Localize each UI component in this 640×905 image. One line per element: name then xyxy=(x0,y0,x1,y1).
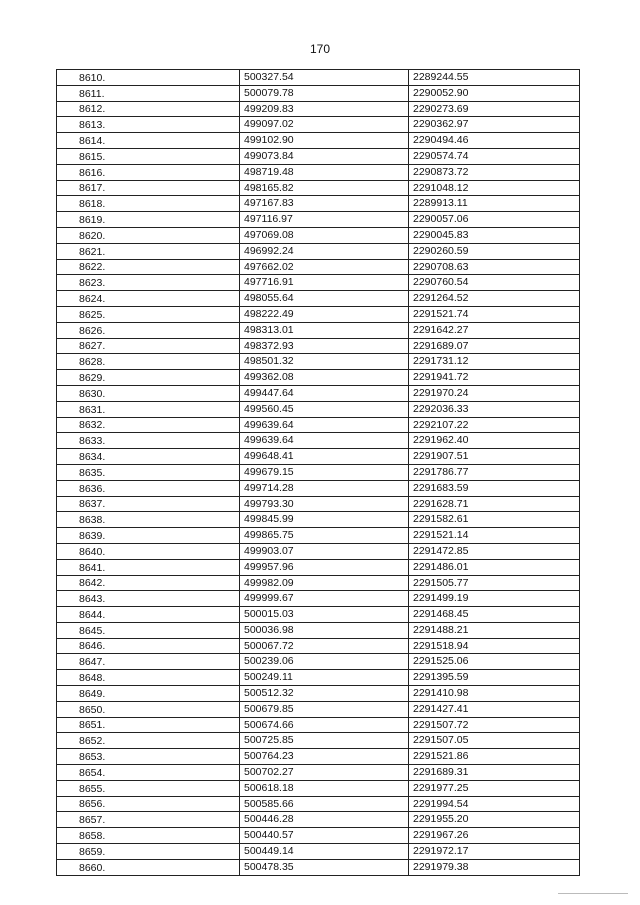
point-number-cell: 8618. xyxy=(57,196,240,212)
easting-cell: 500679.85 xyxy=(240,701,409,717)
point-number-cell: 8615. xyxy=(57,148,240,164)
point-number-cell: 8619. xyxy=(57,212,240,228)
point-number-cell: 8631. xyxy=(57,401,240,417)
easting-cell: 498719.48 xyxy=(240,164,409,180)
table-row xyxy=(57,385,580,401)
table-row xyxy=(57,480,580,496)
point-number-cell: 8657. xyxy=(57,812,240,828)
point-number-cell: 8613. xyxy=(57,117,240,133)
northing-cell: 2291521.86 xyxy=(409,749,580,765)
table-row xyxy=(57,180,580,196)
point-number-cell: 8649. xyxy=(57,686,240,702)
easting-cell: 499903.07 xyxy=(240,543,409,559)
northing-cell: 2291689.07 xyxy=(409,338,580,354)
easting-cell: 500725.85 xyxy=(240,733,409,749)
table-row xyxy=(57,101,580,117)
easting-cell: 499982.09 xyxy=(240,575,409,591)
northing-cell: 2290273.69 xyxy=(409,101,580,117)
point-number-cell: 8622. xyxy=(57,259,240,275)
table-row xyxy=(57,543,580,559)
table-row xyxy=(57,780,580,796)
northing-cell: 2291525.06 xyxy=(409,654,580,670)
easting-cell: 499102.90 xyxy=(240,133,409,149)
easting-cell: 498222.49 xyxy=(240,306,409,322)
northing-cell: 2291786.77 xyxy=(409,464,580,480)
northing-cell: 2292107.22 xyxy=(409,417,580,433)
table-row xyxy=(57,607,580,623)
point-number-cell: 8623. xyxy=(57,275,240,291)
point-number-cell: 8656. xyxy=(57,796,240,812)
table-row xyxy=(57,717,580,733)
easting-cell: 500449.14 xyxy=(240,844,409,860)
table-row xyxy=(57,622,580,638)
northing-cell: 2292036.33 xyxy=(409,401,580,417)
point-number-cell: 8627. xyxy=(57,338,240,354)
easting-cell: 500079.78 xyxy=(240,85,409,101)
point-number-cell: 8648. xyxy=(57,670,240,686)
table-row xyxy=(57,733,580,749)
table-row xyxy=(57,749,580,765)
easting-cell: 499209.83 xyxy=(240,101,409,117)
table-row xyxy=(57,449,580,465)
northing-cell: 2290052.90 xyxy=(409,85,580,101)
northing-cell: 2291499.19 xyxy=(409,591,580,607)
easting-cell: 498165.82 xyxy=(240,180,409,196)
point-number-cell: 8645. xyxy=(57,622,240,638)
table-row xyxy=(57,686,580,702)
table-row xyxy=(57,765,580,781)
table-row xyxy=(57,196,580,212)
easting-cell: 500764.23 xyxy=(240,749,409,765)
table-row xyxy=(57,528,580,544)
northing-cell: 2291488.21 xyxy=(409,622,580,638)
easting-cell: 498055.64 xyxy=(240,291,409,307)
northing-cell: 2291683.59 xyxy=(409,480,580,496)
point-number-cell: 8641. xyxy=(57,559,240,575)
northing-cell: 2291967.26 xyxy=(409,828,580,844)
northing-cell: 2290362.97 xyxy=(409,117,580,133)
point-number-cell: 8655. xyxy=(57,780,240,796)
point-number-cell: 8652. xyxy=(57,733,240,749)
point-number-cell: 8653. xyxy=(57,749,240,765)
northing-cell: 2291979.38 xyxy=(409,859,580,875)
point-number-cell: 8643. xyxy=(57,591,240,607)
easting-cell: 499793.30 xyxy=(240,496,409,512)
point-number-cell: 8634. xyxy=(57,449,240,465)
northing-cell: 2291628.71 xyxy=(409,496,580,512)
easting-cell: 500327.54 xyxy=(240,70,409,86)
table-row xyxy=(57,354,580,370)
easting-cell: 499648.41 xyxy=(240,449,409,465)
footer-divider xyxy=(558,893,628,894)
northing-cell: 2291689.31 xyxy=(409,765,580,781)
easting-cell: 500702.27 xyxy=(240,765,409,781)
table-row xyxy=(57,401,580,417)
point-number-cell: 8616. xyxy=(57,164,240,180)
point-number-cell: 8651. xyxy=(57,717,240,733)
easting-cell: 500036.98 xyxy=(240,622,409,638)
northing-cell: 2291731.12 xyxy=(409,354,580,370)
easting-cell: 498372.93 xyxy=(240,338,409,354)
easting-cell: 499845.99 xyxy=(240,512,409,528)
northing-cell: 2291642.27 xyxy=(409,322,580,338)
point-number-cell: 8659. xyxy=(57,844,240,860)
point-number-cell: 8654. xyxy=(57,765,240,781)
easting-cell: 500512.32 xyxy=(240,686,409,702)
northing-cell: 2291907.51 xyxy=(409,449,580,465)
table-row xyxy=(57,796,580,812)
table-row xyxy=(57,133,580,149)
northing-cell: 2291486.01 xyxy=(409,559,580,575)
easting-cell: 496992.24 xyxy=(240,243,409,259)
northing-cell: 2290494.46 xyxy=(409,133,580,149)
easting-cell: 499560.45 xyxy=(240,401,409,417)
northing-cell: 2291395.59 xyxy=(409,670,580,686)
table-row xyxy=(57,496,580,512)
easting-cell: 499073.84 xyxy=(240,148,409,164)
easting-cell: 500239.06 xyxy=(240,654,409,670)
northing-cell: 2290873.72 xyxy=(409,164,580,180)
table-row xyxy=(57,70,580,86)
northing-cell: 2291472.85 xyxy=(409,543,580,559)
easting-cell: 500446.28 xyxy=(240,812,409,828)
northing-cell: 2291521.14 xyxy=(409,528,580,544)
northing-cell: 2290260.59 xyxy=(409,243,580,259)
northing-cell: 2291410.98 xyxy=(409,686,580,702)
northing-cell: 2291264.52 xyxy=(409,291,580,307)
table-row xyxy=(57,654,580,670)
table-row xyxy=(57,164,580,180)
point-number-cell: 8610. xyxy=(57,70,240,86)
point-number-cell: 8640. xyxy=(57,543,240,559)
point-number-cell: 8638. xyxy=(57,512,240,528)
table-row xyxy=(57,559,580,575)
table-row xyxy=(57,859,580,875)
easting-cell: 499865.75 xyxy=(240,528,409,544)
easting-cell: 500585.66 xyxy=(240,796,409,812)
table-row xyxy=(57,338,580,354)
point-number-cell: 8629. xyxy=(57,370,240,386)
table-row xyxy=(57,417,580,433)
easting-cell: 497167.83 xyxy=(240,196,409,212)
easting-cell: 499362.08 xyxy=(240,370,409,386)
easting-cell: 499957.96 xyxy=(240,559,409,575)
easting-cell: 500478.35 xyxy=(240,859,409,875)
point-number-cell: 8644. xyxy=(57,607,240,623)
point-number-cell: 8637. xyxy=(57,496,240,512)
point-number-cell: 8611. xyxy=(57,85,240,101)
table-row xyxy=(57,212,580,228)
easting-cell: 499639.64 xyxy=(240,433,409,449)
northing-cell: 2291048.12 xyxy=(409,180,580,196)
easting-cell: 499639.64 xyxy=(240,417,409,433)
point-number-cell: 8633. xyxy=(57,433,240,449)
northing-cell: 2291427.41 xyxy=(409,701,580,717)
point-number-cell: 8624. xyxy=(57,291,240,307)
easting-cell: 497662.02 xyxy=(240,259,409,275)
point-number-cell: 8660. xyxy=(57,859,240,875)
northing-cell: 2291468.45 xyxy=(409,607,580,623)
northing-cell: 2290574.74 xyxy=(409,148,580,164)
easting-cell: 498313.01 xyxy=(240,322,409,338)
northing-cell: 2291505.77 xyxy=(409,575,580,591)
table-row xyxy=(57,275,580,291)
point-number-cell: 8635. xyxy=(57,464,240,480)
point-number-cell: 8617. xyxy=(57,180,240,196)
table-row xyxy=(57,306,580,322)
table-row xyxy=(57,638,580,654)
northing-cell: 2291955.20 xyxy=(409,812,580,828)
northing-cell: 2291507.72 xyxy=(409,717,580,733)
easting-cell: 500067.72 xyxy=(240,638,409,654)
table-row xyxy=(57,85,580,101)
point-number-cell: 8650. xyxy=(57,701,240,717)
easting-cell: 499097.02 xyxy=(240,117,409,133)
point-number-cell: 8647. xyxy=(57,654,240,670)
easting-cell: 499714.28 xyxy=(240,480,409,496)
page-number: 170 xyxy=(309,42,331,56)
point-number-cell: 8621. xyxy=(57,243,240,259)
easting-cell: 500015.03 xyxy=(240,607,409,623)
easting-cell: 500249.11 xyxy=(240,670,409,686)
point-number-cell: 8658. xyxy=(57,828,240,844)
northing-cell: 2289244.55 xyxy=(409,70,580,86)
coordinate-table xyxy=(56,69,580,876)
northing-cell: 2291518.94 xyxy=(409,638,580,654)
point-number-cell: 8614. xyxy=(57,133,240,149)
easting-cell: 497716.91 xyxy=(240,275,409,291)
easting-cell: 499999.67 xyxy=(240,591,409,607)
table-row xyxy=(57,243,580,259)
easting-cell: 497069.08 xyxy=(240,227,409,243)
coordinate-table-body xyxy=(57,70,580,876)
table-row xyxy=(57,828,580,844)
table-row xyxy=(57,227,580,243)
point-number-cell: 8625. xyxy=(57,306,240,322)
table-row xyxy=(57,670,580,686)
northing-cell: 2291507.05 xyxy=(409,733,580,749)
northing-cell: 2289913.11 xyxy=(409,196,580,212)
easting-cell: 500674.66 xyxy=(240,717,409,733)
northing-cell: 2291972.17 xyxy=(409,844,580,860)
table-row xyxy=(57,433,580,449)
northing-cell: 2291582.61 xyxy=(409,512,580,528)
table-row xyxy=(57,844,580,860)
easting-cell: 498501.32 xyxy=(240,354,409,370)
point-number-cell: 8636. xyxy=(57,480,240,496)
table-row xyxy=(57,575,580,591)
table-row xyxy=(57,117,580,133)
point-number-cell: 8642. xyxy=(57,575,240,591)
point-number-cell: 8646. xyxy=(57,638,240,654)
table-row xyxy=(57,591,580,607)
northing-cell: 2290760.54 xyxy=(409,275,580,291)
point-number-cell: 8626. xyxy=(57,322,240,338)
table-row xyxy=(57,259,580,275)
northing-cell: 2290057.06 xyxy=(409,212,580,228)
point-number-cell: 8620. xyxy=(57,227,240,243)
table-row xyxy=(57,291,580,307)
northing-cell: 2291521.74 xyxy=(409,306,580,322)
table-row xyxy=(57,322,580,338)
table-row xyxy=(57,464,580,480)
northing-cell: 2291941.72 xyxy=(409,370,580,386)
point-number-cell: 8628. xyxy=(57,354,240,370)
table-row xyxy=(57,512,580,528)
easting-cell: 497116.97 xyxy=(240,212,409,228)
easting-cell: 499447.64 xyxy=(240,385,409,401)
easting-cell: 500440.57 xyxy=(240,828,409,844)
northing-cell: 2291962.40 xyxy=(409,433,580,449)
northing-cell: 2291977.25 xyxy=(409,780,580,796)
easting-cell: 500618.18 xyxy=(240,780,409,796)
northing-cell: 2291970.24 xyxy=(409,385,580,401)
table-row xyxy=(57,148,580,164)
point-number-cell: 8612. xyxy=(57,101,240,117)
northing-cell: 2290045.83 xyxy=(409,227,580,243)
point-number-cell: 8639. xyxy=(57,528,240,544)
northing-cell: 2291994.54 xyxy=(409,796,580,812)
northing-cell: 2290708.63 xyxy=(409,259,580,275)
table-row xyxy=(57,701,580,717)
easting-cell: 499679.15 xyxy=(240,464,409,480)
point-number-cell: 8632. xyxy=(57,417,240,433)
table-row xyxy=(57,370,580,386)
table-row xyxy=(57,812,580,828)
point-number-cell: 8630. xyxy=(57,385,240,401)
